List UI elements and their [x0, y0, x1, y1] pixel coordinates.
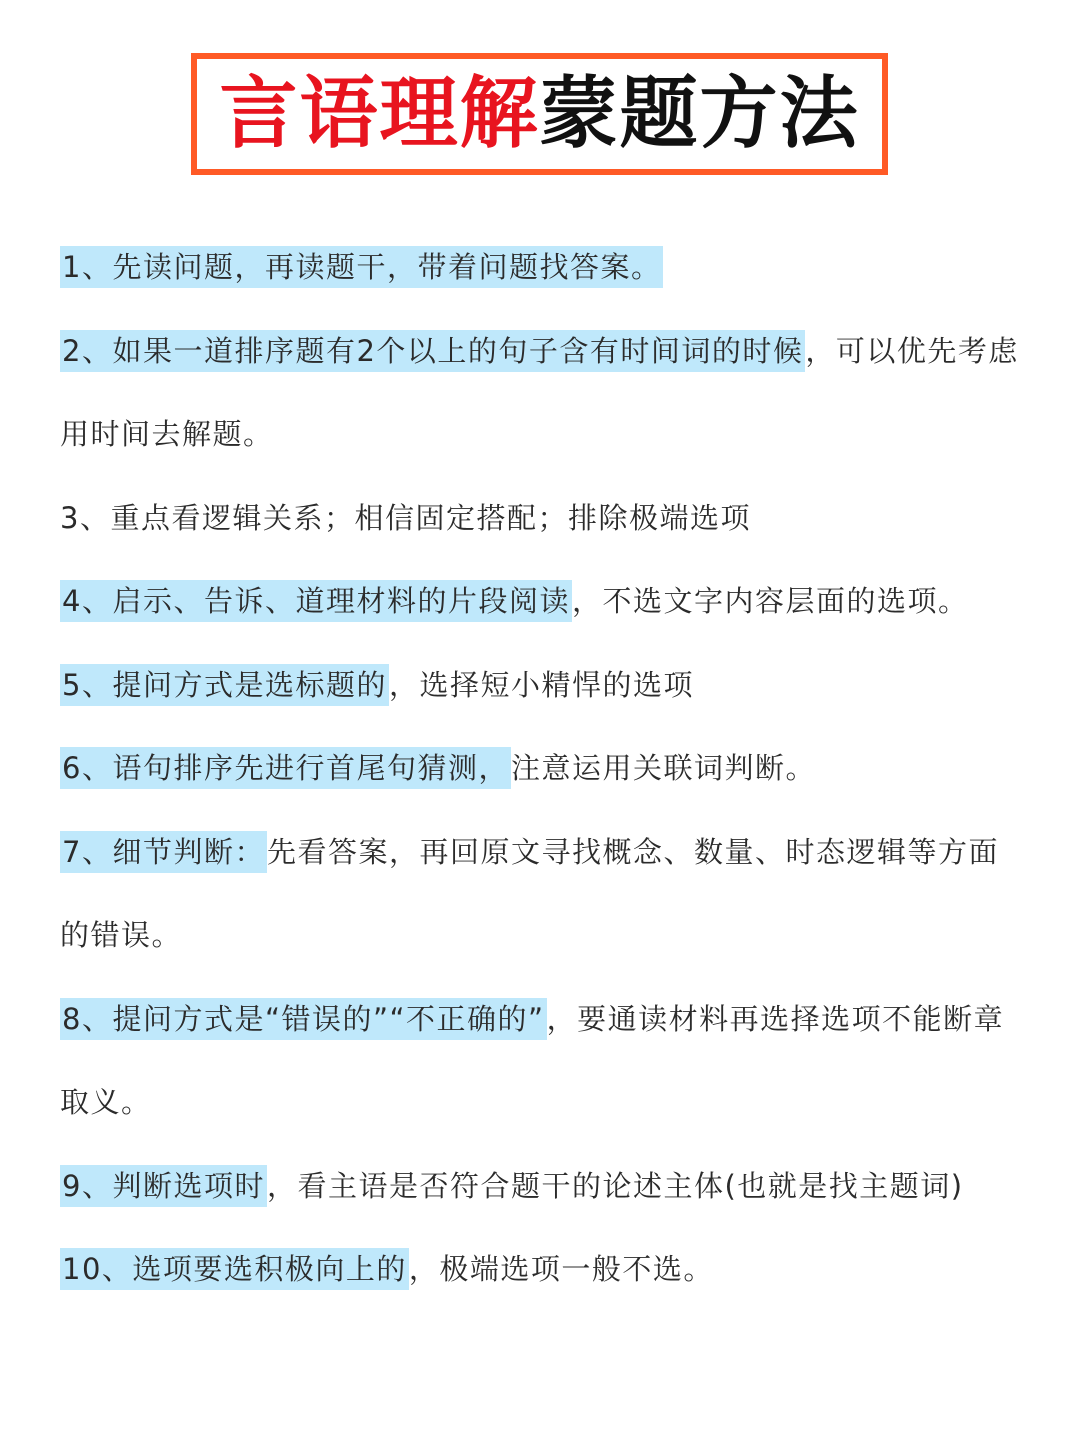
tip-item-3	[60, 477, 1025, 561]
tip-highlight: 10、选项要选积极向上的	[60, 1248, 409, 1290]
tip-text: 先看答案，再回原文寻找概念、数量、时态逻辑等方面的错误。	[60, 834, 999, 952]
tip-item-2	[60, 310, 1025, 477]
tip-item-6	[60, 727, 1025, 811]
tip-item-10	[60, 1228, 1025, 1312]
title-highlighted-text: 言语理解	[219, 69, 540, 159]
tip-highlight: 9、判断选项时	[60, 1165, 267, 1207]
tip-text: ，可以优先考虑用时间去解题。	[60, 333, 1019, 451]
tip-highlight: 6、语句排序先进行首尾句猜测，	[60, 747, 511, 789]
title-box	[191, 53, 888, 175]
tip-text: ，选择短小精悍的选项	[388, 667, 694, 702]
tip-item-4	[60, 560, 1025, 644]
tip-item-5	[60, 644, 1025, 728]
tip-highlight: 4、启示、告诉、道理材料的片段阅读	[60, 580, 572, 622]
tip-text: ，要通读材料再选择选项不能断章取义。	[60, 1001, 1005, 1119]
tip-text: ，看主语是否符合题干的论述主体(也就是找主题词)	[266, 1168, 964, 1203]
title-rest-text: 蒙题方法	[539, 69, 860, 159]
tip-highlight: 8、提问方式是“错误的”“不正确的”	[60, 998, 547, 1040]
tip-item-8	[60, 978, 1025, 1145]
tip-highlight: 5、提问方式是选标题的	[60, 664, 389, 706]
tip-highlight: 2、如果一道排序题有2个以上的句子含有时间词的时候	[60, 330, 805, 372]
tip-text: ，不选文字内容层面的选项。	[571, 584, 969, 618]
tip-highlight: 7、细节判断：	[60, 831, 267, 873]
tip-text: 注意运用关联词判断。	[510, 751, 816, 785]
tip-item-9	[60, 1145, 1025, 1229]
tip-item-1	[60, 226, 1025, 310]
tip-text: 3、重点看逻辑关系；相信固定搭配；排除极端选项	[60, 500, 751, 535]
tip-highlight: 1、先读问题，再读题干，带着问题找答案。	[60, 246, 663, 288]
tip-item-7	[60, 811, 1025, 978]
page-title	[219, 69, 860, 159]
tip-text: ，极端选项一般不选。	[408, 1252, 714, 1286]
tips-list	[60, 226, 1025, 1312]
